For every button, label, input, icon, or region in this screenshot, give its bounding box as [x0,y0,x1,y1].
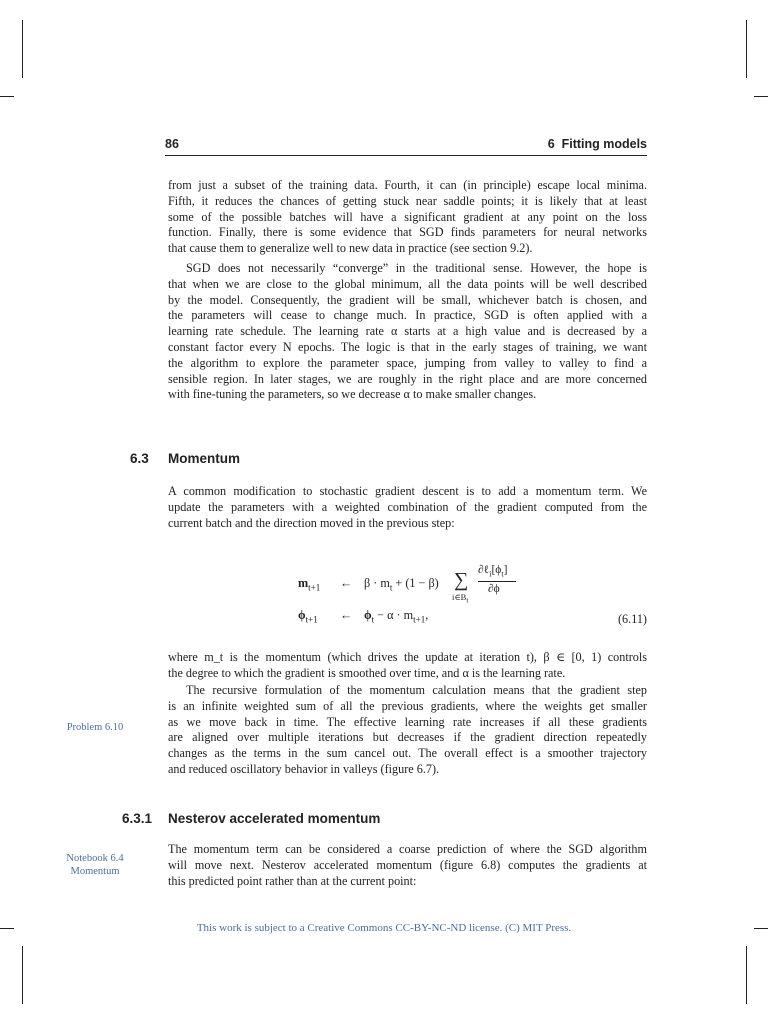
equation: $m_{t+1}$ ← $\beta \cdot m_t + (1 - \beta)$ ∑ $i\in B_t$ $\partial\ell_i[\phi_t]$ ∂ϕ $\phi_{t+1}$ ← $\phi_t - \alpha \cdot m_{t+1}$, [298,564,558,634]
paragraph [168,261,647,403]
text-line: where m_t is the momentum (which drives the update at iteration t), β ∈ [0, 1) controls [168,650,647,664]
text-line: learning rate schedule. The learning rate α starts at a high value and is decreased by a [168,324,647,339]
crop-mark [22,20,23,78]
license-footer[interactable]: This work is subject to a Creative Commons CC-BY-NC-ND license. (C) MIT Press. [196,922,572,934]
eq-subscript: t [371,614,375,625]
eq-term: ∂ℓ [478,564,490,576]
crop-mark [746,20,747,78]
section-number: 6.3 [130,451,149,466]
paragraph [168,683,647,778]
crop-mark [22,946,23,1004]
crop-mark [746,946,747,1004]
margin-link-problem[interactable]: Problem 6.10 [66,722,124,733]
paragraph [168,842,647,889]
text-line: the algorithm to explore the parameter space, jumping from valley to valley to find a [168,355,647,370]
eq-subscript: t+1 [308,582,321,593]
text-line: function. Finally, there is some evidence that SGD finds parameters for neural networks [168,225,647,240]
text-line: and reduced oscillatory behavior in valleys (figure 6.7). [168,761,440,776]
text-line: will move next. Nesterov accelerated momentum (figure 6.8) computes the gradients at [168,857,647,872]
text-line: constant factor every N epochs. The logic is that in the early stages of training, we want [168,339,647,354]
eq-arrow: ← [340,576,353,590]
eq-term: [ϕ [491,564,502,576]
eq-subscript: i∈B [452,592,467,602]
text-line: changes as the terms in the sum cancel out. The overall effect is a smoother trajectory [168,746,647,761]
notebook-label[interactable]: Notebook 6.4 [66,853,124,864]
sum-symbol: ∑ [454,569,469,591]
eq-symbol: m [298,576,309,590]
page-number: 86 [165,137,179,151]
text-line: the parameters will cease to change much. In practice, SGD is often applied with a [168,308,647,323]
paragraph [168,178,647,257]
text-line: this predicted point rather than at the current point: [168,873,417,888]
eq-symbol: ϕ [364,608,372,622]
text-line: from just a subset of the training data. Fourth, it can (in principle) escape local minima. [168,178,647,192]
eq-term: β · m [364,576,390,590]
eq-subscript: t [466,596,469,605]
eq-arrow: ← [340,608,353,622]
text-line: Fifth, it reduces the chances of getting stuck near saddle points; it is likely that at least [168,193,647,208]
text-line: current batch and the direction moved in the previous step: [168,515,455,530]
crop-mark [0,96,14,97]
eq-symbol: ϕ [298,608,306,622]
text-line: are aligned over multiple iterations but decreases if the gradient direction repeatedly [168,730,647,745]
text-line: The momentum term can be considered a coarse prediction of where the SGD algorithm [168,842,647,856]
text-line: as we move back in time. The effective learning rate increases if all these gradients [168,714,647,729]
text-line: some of the possible batches will have a significant gradient at any point on the loss [168,209,647,224]
chapter-title: 6 Fitting models [547,137,647,151]
section-number: 6.3.1 [122,811,153,826]
paragraph [168,650,647,682]
text-line: with fine-tuning the parameters, so we decrease α to make smaller changes. [168,387,537,402]
text-line: by the model. Consequently, the gradient will be small, whichever batch is chosen, and [168,292,647,307]
eq-term: − α · m [374,608,414,622]
eq-subscript: t+1 [305,614,318,625]
crop-mark [754,96,768,97]
eq-term: + (1 − β) [392,576,439,590]
text-line: A common modification to stochastic gradient descent is to add a momentum term. We [168,484,647,498]
fraction-bar [478,581,516,582]
notebook-title[interactable]: Momentum [70,866,120,877]
header-rule [165,155,647,156]
running-header [165,137,647,155]
text-line: the degree to which the gradient is smoothed over time, and α is the learning rate. [168,665,566,680]
text-line: that cause them to generalize well to new data in practice (see section 9.2). [168,241,533,256]
text-line: that when we are close to the global minimum, all the data points will be well described [168,276,647,291]
margin-link-notebook[interactable] [55,852,135,878]
eq-term: ∂ϕ [488,583,500,595]
section-title: Nesterov accelerated momentum [168,811,381,826]
text-line: sensible region. In later stages, we are roughly in the right place and are more concerned [168,371,647,386]
text-line: The recursive formulation of the momentum calculation means that the gradient step [186,683,647,697]
equation-number: (6.11) [618,612,647,626]
eq-subscript: t+1 [413,614,426,625]
paragraph [168,484,647,531]
eq-subscript: t [389,582,393,593]
text-line: SGD does not necessarily “converge” in the traditional sense. However, the hope is [186,261,647,275]
text-line: update the parameters with a weighted combination of the gradient computed from the [168,499,647,514]
section-title: Momentum [168,451,240,466]
text-line: is an infinite weighted sum of all the previous gradients, where the weights get smaller [168,698,647,713]
